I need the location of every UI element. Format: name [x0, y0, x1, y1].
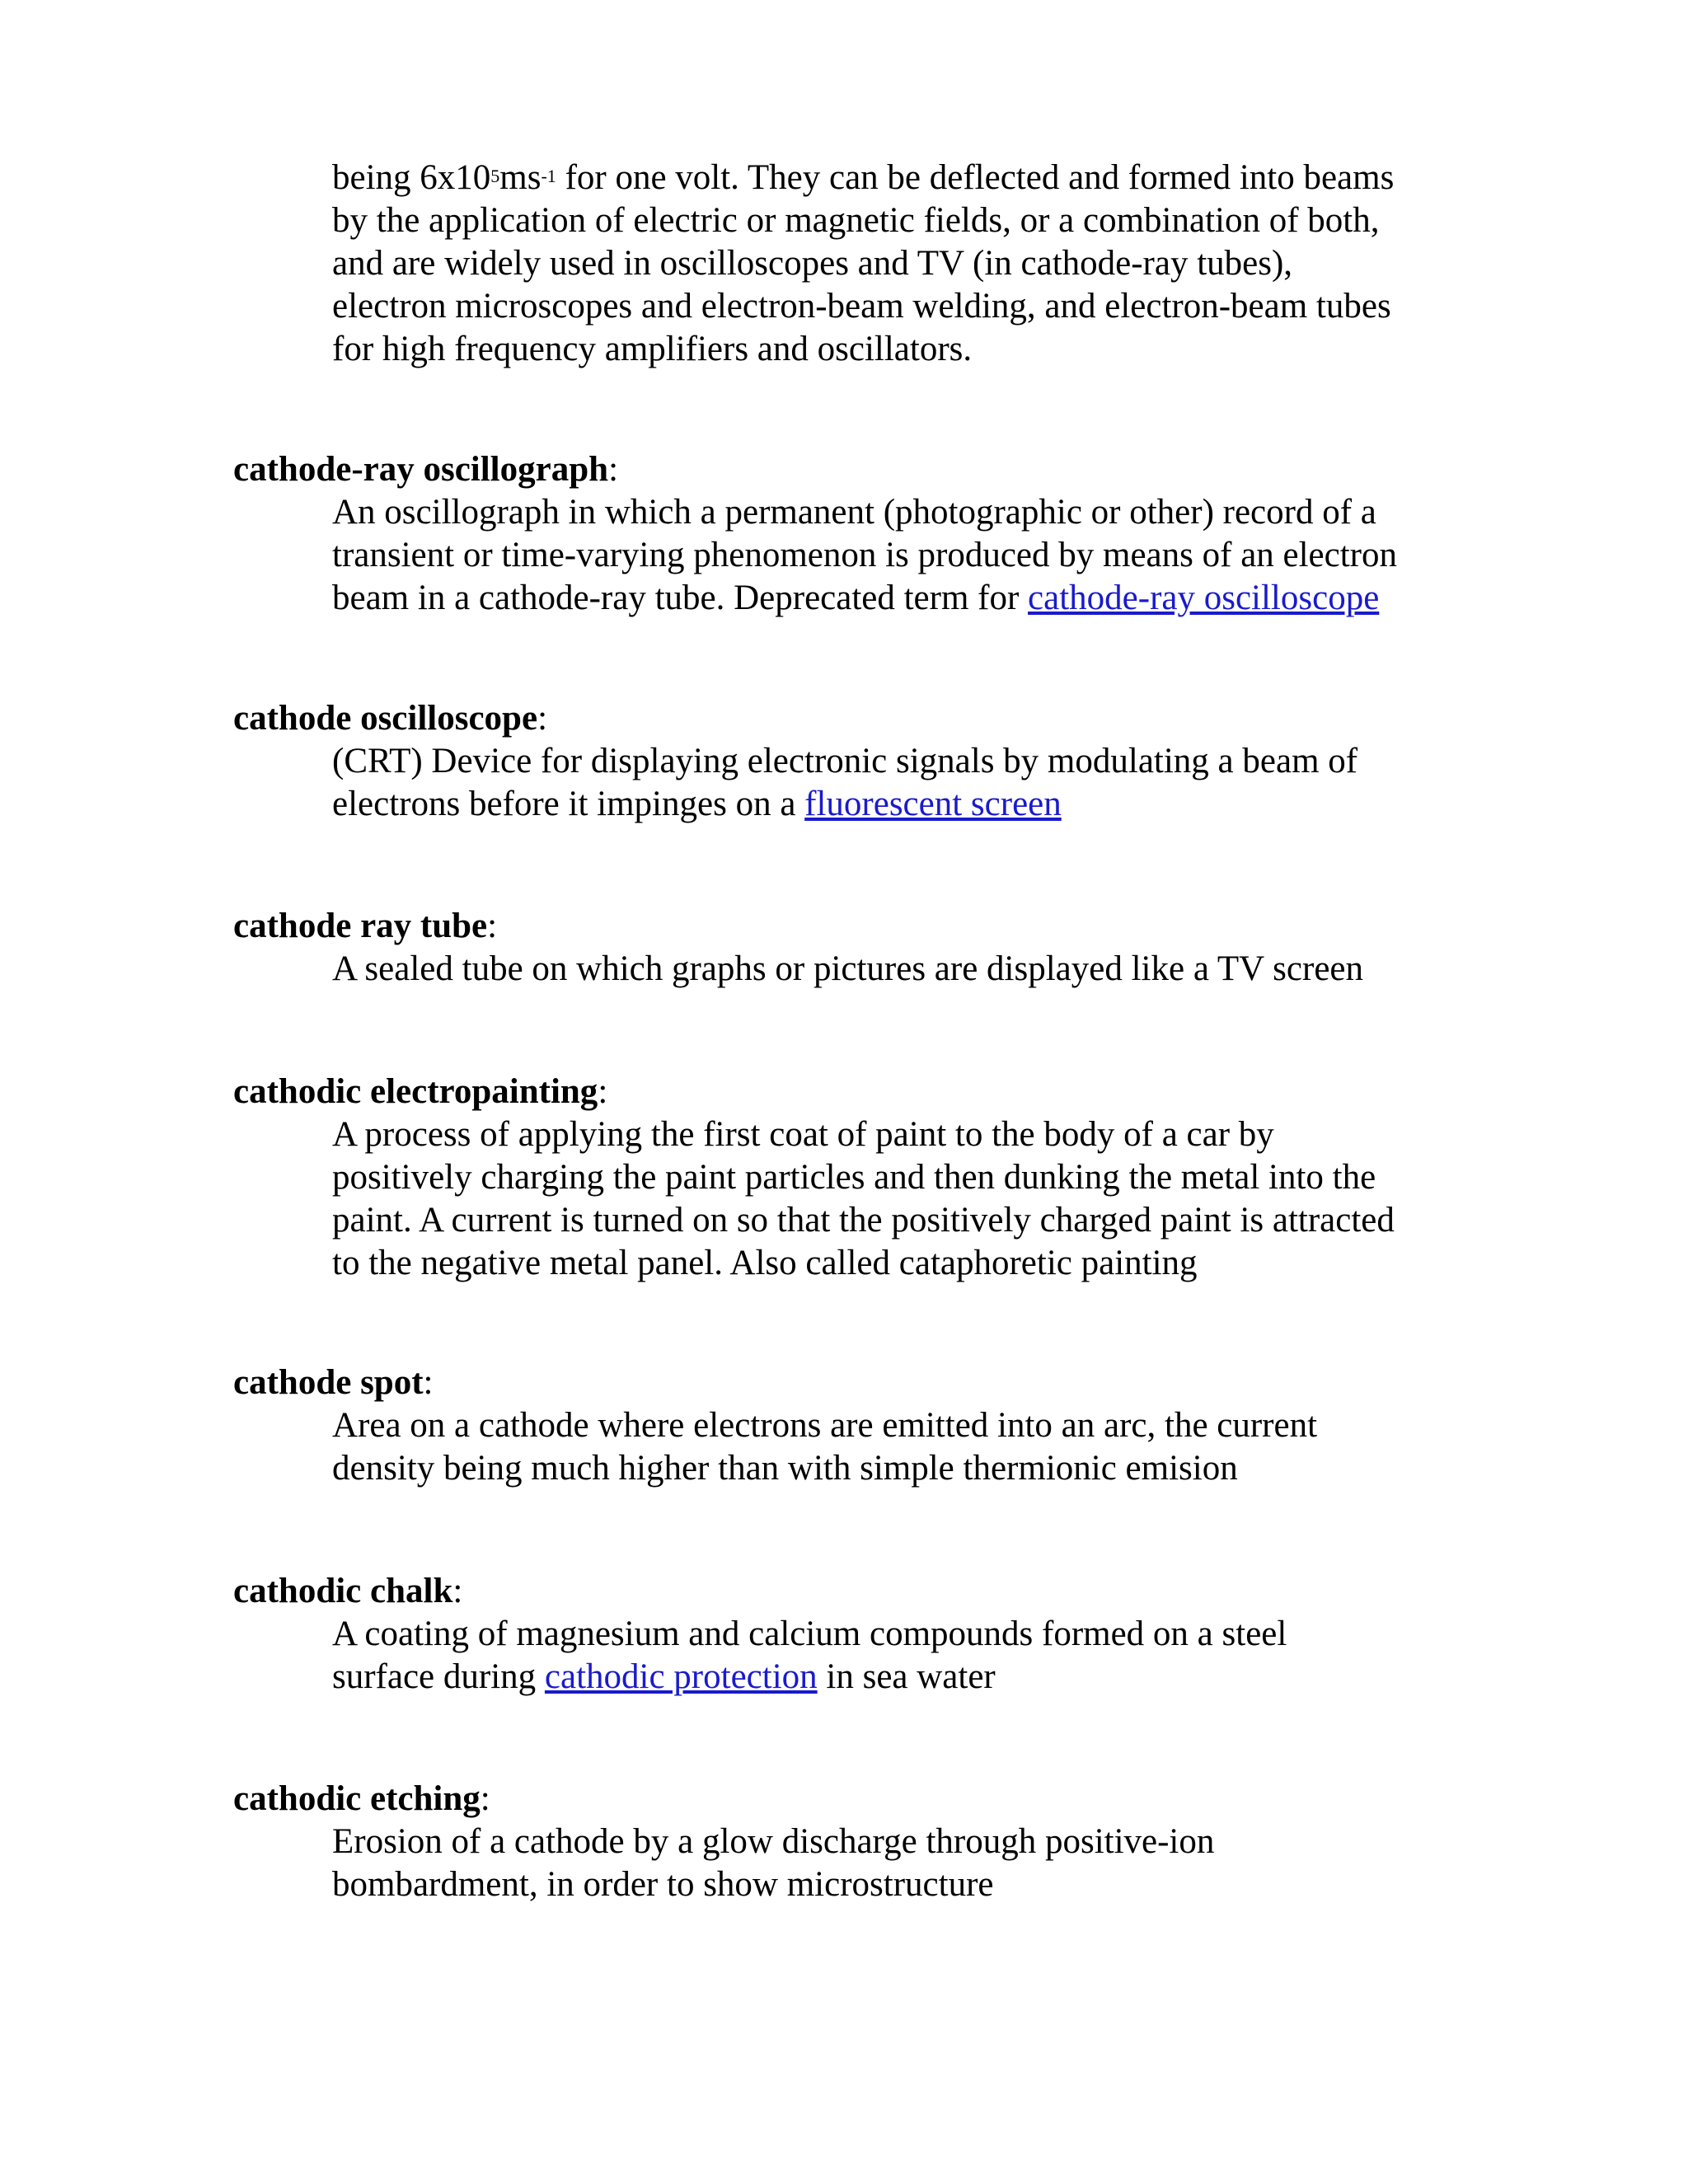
definition-line: transient or time-varying phenomenon is produced by means of an electron	[332, 536, 1397, 574]
entry-colon: :	[452, 1572, 463, 1610]
entry-colon: :	[537, 699, 548, 738]
definition-line	[332, 577, 1470, 620]
intro-line-2: by the application of electric or magnetic fields, or a combination of both,	[332, 201, 1380, 240]
intro-line-5: for high frequency amplifiers and oscillators.	[332, 330, 973, 368]
entry-term: cathodic etching	[233, 1779, 481, 1818]
entry-colon: :	[423, 1363, 434, 1402]
entry-definition	[233, 740, 1470, 826]
intro-line-4: electron microscopes and electron-beam welding, and electron-beam tubes	[332, 287, 1391, 326]
entry-definition	[233, 491, 1470, 620]
definition-line: A sealed tube on which graphs or pictures are displayed like a TV screen	[332, 949, 1363, 988]
definition-line: (CRT) Device for displaying electronic signals by modulating a beam of	[332, 742, 1358, 780]
entry-colon: :	[598, 1072, 608, 1111]
definition-line: An oscillograph in which a permanent (photographic or other) record of a	[332, 493, 1376, 532]
entry-heading	[233, 697, 1470, 740]
glossary-entry	[233, 1071, 1470, 1285]
entry-term: cathodic electropainting	[233, 1072, 598, 1111]
glossary-entry	[233, 1778, 1470, 1906]
glossary-entry	[233, 697, 1470, 826]
definition-line: paint. A current is turned on so that the positively charged paint is attracted	[332, 1201, 1395, 1240]
definition-line	[332, 1656, 1470, 1699]
definition-text: electrons before it impinges on a	[332, 785, 805, 823]
entry-definition	[233, 1404, 1470, 1490]
intro-superscript-exponent: 5	[490, 166, 500, 186]
intro-paragraph	[233, 157, 1470, 371]
entry-definition	[233, 1613, 1470, 1699]
entry-colon: :	[487, 907, 498, 945]
entry-heading	[233, 448, 1470, 491]
cross-reference-link[interactable]: fluorescent screen	[804, 785, 1062, 823]
definition-line: Erosion of a cathode by a glow discharge through positive-ion	[332, 1822, 1215, 1861]
intro-line-1	[332, 157, 1470, 199]
definition-line: Area on a cathode where electrons are emitted into an arc, the current	[332, 1406, 1318, 1445]
entry-heading	[233, 1361, 1470, 1404]
intro-definition	[233, 157, 1470, 371]
definition-line: bombardment, in order to show microstructure	[332, 1865, 994, 1904]
entry-heading	[233, 905, 1470, 948]
intro-superscript-unit: -1	[541, 166, 556, 186]
glossary-entry	[233, 905, 1470, 991]
definition-text: in sea water	[817, 1657, 996, 1696]
entry-term: cathode spot	[233, 1363, 424, 1402]
cross-reference-link[interactable]: cathodic protection	[544, 1657, 818, 1696]
intro-line-1-text-c: for one volt. They can be deflected and formed into beams	[556, 158, 1395, 197]
definition-text: beam in a cathode-ray tube. Deprecated term for	[332, 579, 1029, 617]
intro-line-1-text-b: ms	[499, 158, 542, 197]
entry-term: cathodic chalk	[233, 1572, 453, 1610]
entry-term: cathode-ray oscillograph	[233, 450, 609, 489]
definition-line: A coating of magnesium and calcium compounds formed on a steel	[332, 1615, 1287, 1653]
glossary-entry	[233, 1570, 1470, 1699]
entry-definition	[233, 948, 1470, 991]
entry-term: cathode ray tube	[233, 907, 488, 945]
definition-line: density being much higher than with simple thermionic emision	[332, 1449, 1238, 1488]
entry-definition	[233, 1821, 1470, 1906]
definition-text: surface during	[332, 1657, 545, 1696]
intro-line-1-text-a: being 6x10	[332, 158, 491, 197]
glossary-entry	[233, 448, 1470, 620]
entry-heading	[233, 1778, 1470, 1821]
cross-reference-link[interactable]: cathode-ray oscilloscope	[1028, 579, 1380, 617]
definition-line: to the negative metal panel. Also called cataphoretic painting	[332, 1244, 1198, 1282]
intro-line-3: and are widely used in oscilloscopes and TV (in cathode-ray tubes),	[332, 244, 1293, 283]
glossary-entry	[233, 1361, 1470, 1490]
entry-definition	[233, 1113, 1470, 1285]
entry-colon: :	[608, 450, 619, 489]
entry-colon: :	[480, 1779, 490, 1818]
definition-line: A process of applying the first coat of paint to the body of a car by	[332, 1115, 1274, 1154]
definition-line	[332, 783, 1470, 826]
entry-heading	[233, 1570, 1470, 1613]
entry-heading	[233, 1071, 1470, 1113]
entry-term: cathode oscilloscope	[233, 699, 538, 738]
definition-line: positively charging the paint particles and then dunking the metal into the	[332, 1158, 1376, 1197]
